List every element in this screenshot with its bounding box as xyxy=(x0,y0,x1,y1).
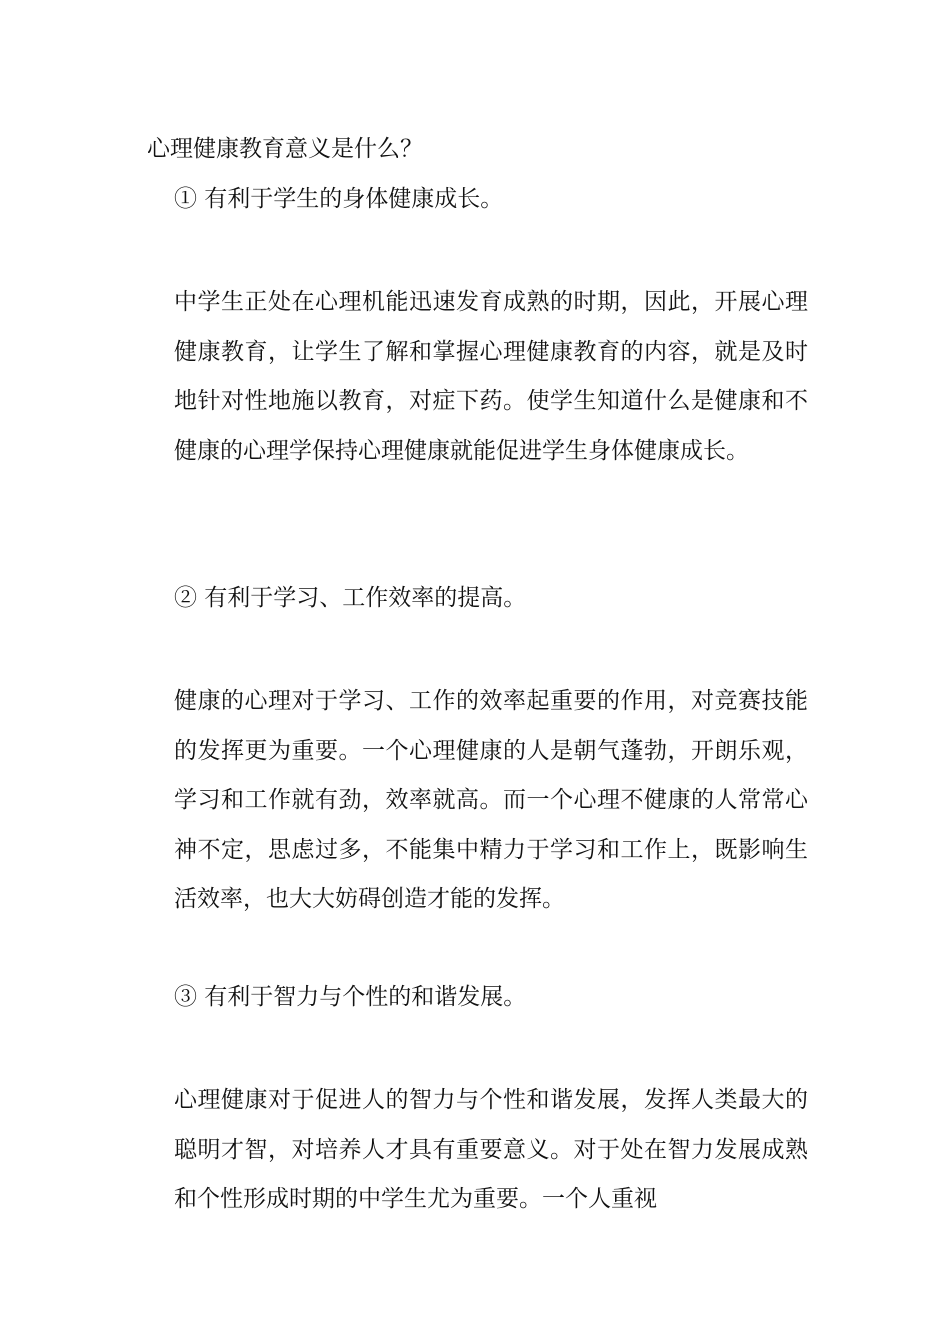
section-heading-1: ① 有利于学生的身体健康成长。 xyxy=(174,186,504,212)
section-paragraph-1: 中学生正处在心理机能迅速发育成熟的时期，因此，开展心理健康教育，让学生了解和掌握心理健康教育的内容，就是及时地针对性地施以教育，对症下药。使学生知道什么是健康和不健康的心理学保持心理健康就能促进学生身体健康成长。 xyxy=(174,289,808,464)
section-heading-2: ② 有利于学习、工作效率的提高。 xyxy=(174,585,527,611)
section-paragraph-2: 健康的心理对于学习、工作的效率起重要的作用，对竞赛技能的发挥更为重要。一个心理健康的人是朝气蓬勃，开朗乐观，学习和工作就有劲，效率就高。而一个心理不健康的人常常心神不定，思虑过多，不能集中精力于学习和工作上，既影响生活效率，也大大妨碍创造才能的发挥。 xyxy=(174,688,808,912)
section-heading-3: ③ 有利于智力与个性的和谐发展。 xyxy=(174,984,527,1010)
section-paragraph-3: 心理健康对于促进人的智力与个性和谐发展，发挥人类最大的聪明才智，对培养人才具有重要意义。对于处在智力发展成熟和个性形成时期的中学生尤为重要。一个人重视 xyxy=(174,1087,808,1212)
document-title: 心理健康教育意义是什么？ xyxy=(147,136,423,162)
